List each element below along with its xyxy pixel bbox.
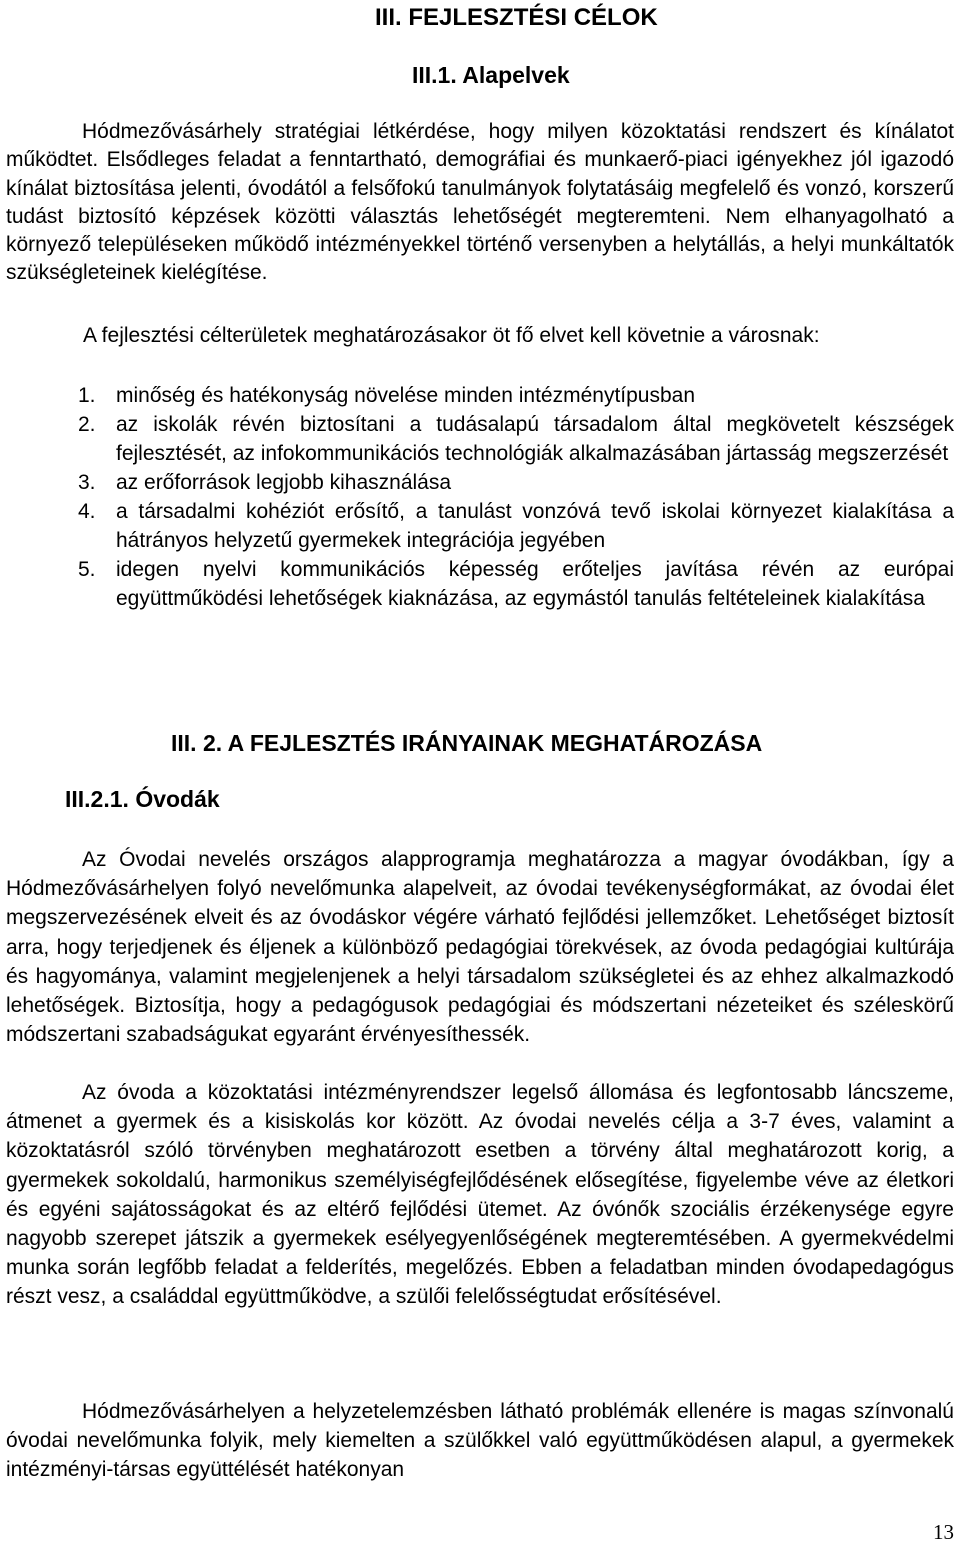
list-item-number: 5. (78, 558, 96, 581)
list-item-text: idegen nyelvi kommunikációs képesség erőteljes javítása révén az európai együttműködési lehetőségek kiaknázása, az egymástól tanulás feltételeinek kialakítása (116, 558, 954, 610)
direction-title: III. 2. A FEJLESZTÉS IRÁNYAINAK MEGHATÁROZÁSA (171, 730, 763, 756)
list-item-text: az iskolák révén biztosítani a tudásalapú társadalom által megkövetelt készségek fejlesztését, az infokommunikációs technológiák alkalmazásában jártasság megszerzését (116, 413, 954, 465)
list-item-text: a társadalmi kohéziót erősítő, a tanulást vonzóvá tevő iskolai környezet kialakítása a hátrányos helyzetű gyermekek integrációja jegyében (116, 500, 954, 552)
subsection-title: III.1. Alapelvek (412, 62, 570, 88)
list-item-text: az erőforrások legjobb kihasználása (116, 471, 452, 494)
section-title: III. FEJLESZTÉSI CÉLOK (375, 4, 658, 31)
kindergarten-paragraph-3: Hódmezővásárhelyen a helyzetelemzésben látható problémák ellenére is magas színvonalú óvodai nevelőmunka folyik, mely kiemelten a szülőkkel való együttműködésen alapul, a gyermekek intézményi-társas együttélését hatékonyan (6, 1400, 954, 1482)
list-item-text: minőség és hatékonyság növelése minden intézménytípusban (116, 384, 696, 407)
list-item (6, 468, 954, 497)
page-number: 13 (933, 1520, 954, 1544)
list-item-number: 4. (78, 500, 96, 523)
principles-intro: A fejlesztési célterületek meghatározásakor öt fő elvet kell követnie a városnak: (83, 324, 820, 347)
list-item-number: 2. (78, 413, 96, 436)
list-item (6, 410, 954, 468)
kindergarten-paragraph-2: Az óvoda a közoktatási intézményrendszer legelső állomása és legfontosabb láncszeme, átmenet a gyermek és a kisiskolás kor között. Az óvodai nevelés célja a 3-7 éves, valamint a közoktatásról szóló törvényben meghatározott esetben a törvény által meghatározott korig, a gyermekek sokoldalú, harmonikus személyiségfejlődésének elősegítése, figyelembe véve az életkori és egyéni sajátosságokat és az eltérő fejlődési ütemet. Az óvónők szociális érzékenysége egyre nagyobb szerepet játszik a gyermekek esélyegyenlőségének megteremtésében. A gyermekvédelmi munka során legfőbb feladat a felderítés, megelőzés. Ebben a feladatban minden óvodapedagógus részt vesz, a családdal együttműködve, a szülői felelősségtudat erősítésével. (6, 1081, 954, 1309)
list-item (6, 381, 954, 410)
list-item-number: 3. (78, 471, 96, 494)
kindergarten-paragraph-1: Az Óvodai nevelés országos alapprogramja meghatározza a magyar óvodákban, így a Hódmezővásárhelyen folyó nevelőmunka alapelveit, az óvodai tevékenységformákat, az óvodai élet megszervezésének elveit és az óvodáskor végére várható fejlődési jellemzőket. Lehetőséget biztosít arra, hogy terjedjenek és éljenek a különböző pedagógiai törekvések, az óvoda pedagógiai kultúrája és hagyománya, valamint megjelenjenek a helyi társadalom szükségletei és az ehhez alkalmazkodó lehetőségek. Biztosítja, hogy a pedagógusok pedagógiai és módszertani nézeteiket és széleskörű módszertani szabadságukat egyaránt érvényesíthessék. (6, 848, 954, 1047)
principles-list (6, 381, 954, 613)
list-item-number: 1. (78, 384, 96, 407)
list-item (6, 555, 954, 613)
list-item (6, 497, 954, 555)
principles-paragraph: Hódmezővásárhely stratégiai létkérdése, hogy milyen közoktatási rendszert és kínálatot működtet. Elsődleges feladat a fenntartható, demográfiai és munkaerő-piaci igényekhez jól igazodó kínálat biztosítása jelenti, óvodától a felsőfokú tanulmányok folytatásáig megfelelő és vonzó, korszerű tudást biztosító képzések közötti választás lehetőségét megteremteni. Nem elhanyagolható a környező településeken működő intézményekkel történő versenyben a helytállás, a helyi munkáltatók szükségleteinek kielégítése. (6, 120, 954, 285)
kindergarten-title: III.2.1. Óvodák (65, 786, 220, 812)
